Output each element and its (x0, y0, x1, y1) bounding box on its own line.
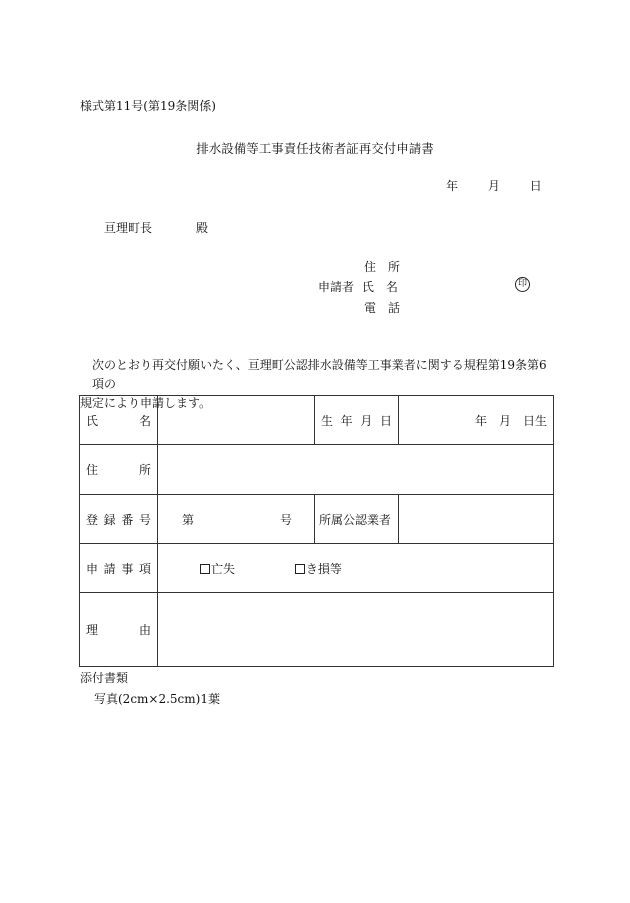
option-damaged-label: き損等 (305, 561, 342, 576)
addressee (104, 219, 208, 236)
applicant-name-row (318, 278, 398, 295)
date-line (446, 177, 542, 194)
body-line-2: 規定により申請します。 (80, 396, 212, 410)
seal-mark: 印 (515, 277, 530, 292)
table-row-address (80, 445, 554, 495)
attachments-item: 写真(2cm×2.5cm)1葉 (94, 692, 220, 706)
date-year: 年 (446, 179, 459, 193)
reason-value-cell[interactable] (158, 593, 554, 667)
application-table (79, 395, 554, 667)
option-damaged[interactable] (295, 562, 342, 576)
address-value-cell[interactable] (158, 445, 554, 495)
applicant-address-label: 住 所 (364, 260, 401, 274)
birth-label: 生年月日 (315, 396, 399, 445)
registration-value-cell[interactable] (158, 495, 315, 544)
birth-value-cell[interactable]: 年 月 日生 (399, 396, 554, 445)
option-lost-label: 亡失 (211, 561, 236, 576)
form-number: 様式第11号(第19条関係) (80, 99, 216, 113)
date-month: 月 (487, 179, 500, 193)
applicant-name-label: 氏 名 (361, 280, 398, 294)
reason-label: 理由 (80, 593, 158, 667)
table-row-name (80, 396, 554, 445)
addressee-honorific: 殿 (196, 221, 209, 235)
company-value-cell[interactable] (399, 495, 554, 544)
attachments-title: 添付書類 (80, 671, 129, 685)
name-label: 氏名 (80, 396, 158, 445)
option-lost[interactable] (200, 562, 235, 576)
registration-prefix: 第 (182, 512, 195, 527)
addressee-name: 亘理町長 (104, 221, 153, 235)
registration-label: 登録番号 (80, 495, 158, 544)
applicant-phone-label: 電 話 (364, 301, 401, 315)
table-row-registration (80, 495, 554, 544)
registration-suffix: 号 (279, 512, 292, 527)
items-label: 申請事項 (80, 544, 158, 593)
applicant-label: 申請者 (318, 280, 355, 294)
body-line-1: 次のとおり再交付願いたく、亘理町公認排水設備等工事業者に関する規程第19条第6項の (92, 358, 547, 391)
date-day: 日 (529, 179, 542, 193)
checkbox-damaged[interactable] (295, 564, 305, 574)
document-title: 排水設備等工事責任技術者証再交付申請書 (196, 141, 434, 156)
table-row-reason (80, 593, 554, 667)
table-row-items (80, 544, 554, 593)
address-label: 住所 (80, 445, 158, 495)
checkbox-lost[interactable] (200, 564, 210, 574)
name-value-cell[interactable] (158, 396, 315, 445)
company-label: 所属公認業者 (315, 495, 399, 544)
items-options-cell (158, 544, 554, 593)
